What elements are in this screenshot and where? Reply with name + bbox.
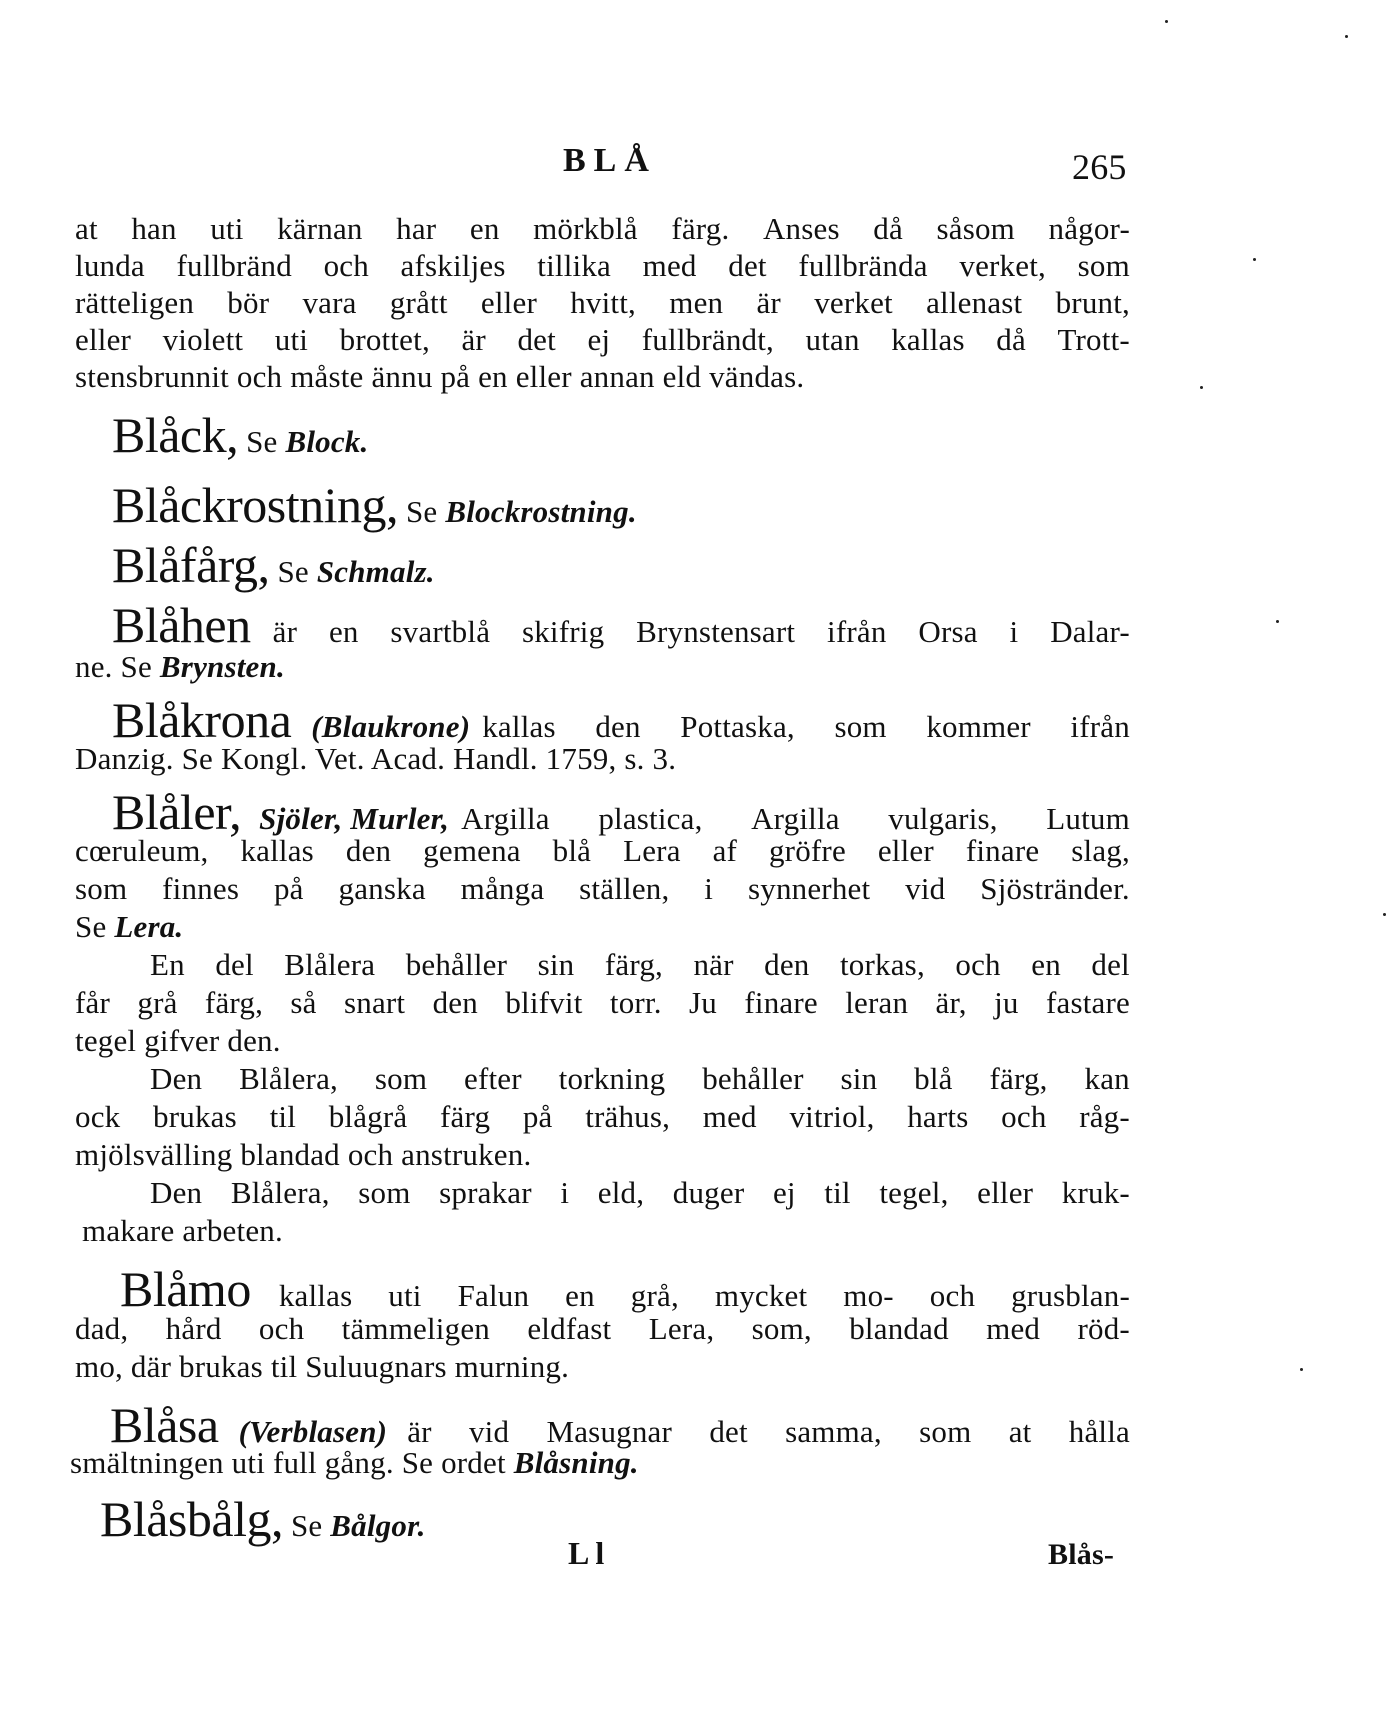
word: Pottaska, bbox=[680, 709, 795, 744]
word: kärnan bbox=[277, 211, 363, 246]
cross-reference: Block. bbox=[285, 424, 369, 459]
word: synnerhet bbox=[747, 871, 871, 906]
print-speck bbox=[1276, 620, 1279, 623]
word: ifrån bbox=[1070, 709, 1130, 744]
headword: Blåhen bbox=[112, 597, 251, 653]
signature-mark: Ll bbox=[568, 1535, 611, 1571]
entry-text: makare arbeten. bbox=[82, 1213, 283, 1248]
word: Blålera bbox=[284, 947, 376, 982]
word: efter bbox=[464, 1061, 522, 1096]
word: lunda bbox=[75, 248, 145, 283]
word: Trott- bbox=[1057, 322, 1130, 357]
word: ställen, bbox=[579, 871, 670, 906]
word: vid bbox=[905, 871, 946, 906]
print-speck bbox=[1345, 35, 1348, 38]
word: blå bbox=[914, 1061, 953, 1096]
word: Sjöstränder. bbox=[980, 871, 1130, 906]
word: och bbox=[323, 248, 369, 283]
word: hård bbox=[165, 1311, 222, 1346]
word: sin bbox=[840, 1061, 878, 1096]
word: blandad bbox=[849, 1311, 949, 1346]
entry-text bbox=[150, 946, 1130, 984]
word: färg, bbox=[604, 947, 663, 982]
word: blågrå bbox=[328, 1099, 408, 1134]
word: fullbrända bbox=[798, 248, 928, 283]
intro-line bbox=[75, 210, 1130, 248]
headword: Blåck, bbox=[112, 407, 239, 463]
entry-text bbox=[75, 832, 1130, 870]
word: som, bbox=[751, 1311, 812, 1346]
word: samma, bbox=[785, 1414, 882, 1449]
word: den bbox=[432, 985, 478, 1020]
word: gemena bbox=[423, 833, 521, 868]
word: kallas bbox=[482, 709, 556, 744]
word: en bbox=[469, 211, 500, 246]
word: finnes bbox=[162, 871, 240, 906]
word: färg bbox=[440, 1099, 491, 1134]
word: grå bbox=[137, 985, 178, 1020]
word: ej bbox=[587, 322, 611, 357]
word: trähus, bbox=[585, 1099, 671, 1134]
entry-text bbox=[150, 1060, 1130, 1098]
word: råg- bbox=[1079, 1099, 1130, 1134]
word: grått bbox=[389, 285, 448, 320]
entry-text bbox=[75, 908, 183, 946]
word: Falun bbox=[457, 1278, 530, 1313]
word: ifrån bbox=[827, 614, 887, 649]
word: det bbox=[709, 1414, 748, 1449]
word: uti bbox=[388, 1278, 422, 1313]
headword: Blåckrostning, bbox=[112, 477, 399, 533]
entry-text bbox=[150, 1174, 1130, 1212]
word: af bbox=[712, 833, 738, 868]
word: del bbox=[1091, 947, 1130, 982]
word: En bbox=[150, 947, 185, 982]
entry-text: ne. Se bbox=[75, 649, 152, 684]
word: blifvit bbox=[505, 985, 583, 1020]
word: brunt, bbox=[1055, 285, 1130, 320]
word: ganska bbox=[338, 871, 426, 906]
entry-blahen-cont bbox=[75, 648, 285, 686]
word: til bbox=[269, 1099, 297, 1134]
entry-text bbox=[75, 1310, 1130, 1348]
word: verket bbox=[814, 285, 893, 320]
entry-text bbox=[75, 870, 1130, 908]
word: vitriol, bbox=[789, 1099, 875, 1134]
see-label: Se bbox=[246, 424, 278, 459]
print-speck bbox=[1253, 258, 1256, 261]
word: vulgaris, bbox=[888, 801, 998, 836]
word: sprakar bbox=[439, 1175, 532, 1210]
word: kommer bbox=[926, 709, 1031, 744]
entry-blaler bbox=[112, 785, 1130, 839]
word: plastica, bbox=[598, 801, 703, 836]
word: gröfre bbox=[768, 833, 846, 868]
word: färg, bbox=[989, 1061, 1048, 1096]
word: mo- bbox=[843, 1278, 894, 1313]
word: blå bbox=[552, 833, 592, 868]
word: hålla bbox=[1068, 1414, 1130, 1449]
word: Anses bbox=[762, 211, 840, 246]
word: med bbox=[986, 1311, 1041, 1346]
headword: Blåfårg, bbox=[112, 537, 270, 593]
word: Den bbox=[150, 1175, 203, 1210]
cross-reference: Lera. bbox=[114, 909, 184, 944]
cross-reference: Bålgor. bbox=[330, 1508, 426, 1543]
word: får bbox=[75, 985, 111, 1020]
word: i bbox=[560, 1175, 570, 1210]
word: med bbox=[642, 248, 697, 283]
intro-line bbox=[75, 284, 1130, 322]
word: eldfast bbox=[527, 1311, 612, 1346]
page-number: 265 bbox=[1072, 147, 1127, 187]
word: finare bbox=[965, 833, 1040, 868]
word: tämmeligen bbox=[341, 1311, 490, 1346]
entry-text: tegel gifver den. bbox=[75, 1023, 281, 1058]
word: och bbox=[1001, 1099, 1047, 1134]
word: brottet, bbox=[339, 322, 430, 357]
word: uti bbox=[274, 322, 309, 357]
entry-text bbox=[273, 613, 1130, 651]
cross-reference: Blockrostning. bbox=[445, 494, 637, 529]
word: uti bbox=[210, 211, 244, 246]
entry-blasa-cont bbox=[70, 1444, 639, 1482]
word: och bbox=[955, 947, 1001, 982]
word: vara bbox=[302, 285, 357, 320]
word: eller bbox=[877, 833, 934, 868]
word: och bbox=[258, 1311, 305, 1346]
word: som bbox=[1077, 248, 1130, 283]
entry-text: smältningen uti full gång. Se ordet bbox=[70, 1445, 506, 1480]
word: slag, bbox=[1071, 833, 1130, 868]
intro-line bbox=[75, 321, 1130, 359]
see-label: Se bbox=[75, 909, 107, 944]
entry-blafarg bbox=[112, 538, 435, 592]
word: fullbrändt, bbox=[641, 322, 774, 357]
word: vid bbox=[468, 1414, 510, 1449]
word: finare bbox=[744, 985, 818, 1020]
alternate-name: (Verblasen) bbox=[238, 1414, 388, 1449]
word: som bbox=[358, 1175, 411, 1210]
word: eller bbox=[480, 285, 537, 320]
word: Orsa bbox=[918, 614, 978, 649]
cross-reference: Blåsning. bbox=[513, 1445, 639, 1480]
word: en bbox=[328, 614, 359, 649]
word: men bbox=[669, 285, 724, 320]
word: afskiljes bbox=[400, 248, 506, 283]
word: behåller bbox=[702, 1061, 804, 1096]
word: del bbox=[215, 947, 254, 982]
print-speck bbox=[1200, 386, 1203, 389]
word: tillika bbox=[537, 248, 612, 283]
word: brukas bbox=[153, 1099, 237, 1134]
see-label: Se bbox=[405, 494, 438, 529]
word: torkning bbox=[558, 1061, 666, 1096]
word: cœruleum, bbox=[75, 833, 209, 868]
word: Blålera, bbox=[230, 1175, 330, 1210]
word: röd- bbox=[1077, 1311, 1130, 1346]
word: grusblan- bbox=[1011, 1278, 1130, 1313]
entry-blamo bbox=[120, 1262, 1130, 1316]
cross-reference: Schmalz. bbox=[316, 554, 435, 589]
word: Den bbox=[150, 1061, 203, 1096]
word: fullbränd bbox=[176, 248, 292, 283]
word: har bbox=[396, 211, 437, 246]
word: at bbox=[1008, 1414, 1032, 1449]
entry-text: mo, där brukas til Suluugnars murning. bbox=[75, 1349, 570, 1384]
word: tegel, bbox=[879, 1175, 949, 1210]
print-speck bbox=[1300, 1368, 1303, 1371]
entry-blackrostning bbox=[112, 478, 637, 532]
word: Lera bbox=[623, 833, 681, 868]
word: eller bbox=[75, 322, 132, 357]
headword: Blåler, bbox=[112, 784, 242, 840]
print-speck bbox=[1165, 20, 1168, 23]
running-head: BLÅ bbox=[563, 142, 657, 179]
word: torkas, bbox=[839, 947, 925, 982]
word: Ju bbox=[689, 985, 718, 1020]
print-speck bbox=[1383, 913, 1386, 916]
word: Lera, bbox=[648, 1311, 715, 1346]
word: Dalar- bbox=[1050, 614, 1130, 649]
word: den bbox=[345, 833, 392, 868]
word: är bbox=[272, 614, 298, 649]
word: är, bbox=[935, 985, 967, 1020]
word: då bbox=[996, 322, 1026, 357]
word: duger bbox=[672, 1175, 745, 1210]
word: leran bbox=[845, 985, 909, 1020]
word: den bbox=[595, 709, 641, 744]
headword: Blåmo bbox=[120, 1261, 251, 1317]
word: som bbox=[834, 709, 887, 744]
word: då bbox=[873, 211, 903, 246]
word: är bbox=[756, 285, 781, 320]
word: är bbox=[407, 1414, 432, 1449]
word: det bbox=[728, 248, 767, 283]
headword: Blåkrona bbox=[112, 692, 292, 748]
word: på bbox=[522, 1099, 553, 1134]
word: med bbox=[702, 1099, 757, 1134]
word: kallas bbox=[278, 1278, 353, 1313]
word: ock bbox=[75, 1099, 121, 1134]
word: Lutum bbox=[1046, 801, 1130, 836]
word: verket, bbox=[959, 248, 1046, 283]
word: han bbox=[131, 211, 177, 246]
word: dad, bbox=[75, 1311, 129, 1346]
word: til bbox=[824, 1175, 851, 1210]
word: ej bbox=[772, 1175, 796, 1210]
word: harts bbox=[907, 1099, 969, 1134]
word: den bbox=[764, 947, 810, 982]
word: färg, bbox=[204, 985, 264, 1020]
word: skifrig bbox=[521, 614, 605, 649]
entry-black bbox=[112, 408, 368, 462]
word: mycket bbox=[714, 1278, 808, 1313]
entry-text: mjölsvälling blandad och anstruken. bbox=[75, 1137, 532, 1172]
word: i bbox=[1009, 614, 1019, 649]
see-label: Se bbox=[277, 554, 309, 589]
word: Argilla bbox=[751, 801, 840, 836]
word: på bbox=[273, 871, 304, 906]
word: kan bbox=[1084, 1061, 1130, 1096]
entry-text bbox=[75, 984, 1130, 1022]
word: ju bbox=[994, 985, 1019, 1020]
word: färg. bbox=[671, 211, 730, 246]
word: Brynstensart bbox=[636, 614, 796, 649]
word: violett bbox=[162, 322, 244, 357]
intro-line bbox=[75, 247, 1130, 285]
word: i bbox=[704, 871, 714, 906]
word: snart bbox=[343, 985, 406, 1020]
word: sin bbox=[537, 947, 575, 982]
word: kallas bbox=[891, 322, 965, 357]
synonyms: Sjöler, Murler, bbox=[259, 801, 450, 836]
word: när bbox=[693, 947, 734, 982]
word: utan bbox=[805, 322, 860, 357]
entry-blasbalg bbox=[100, 1492, 426, 1546]
cross-reference: Brynsten. bbox=[159, 649, 285, 684]
entry-blahen bbox=[112, 598, 1130, 652]
word: hvitt, bbox=[570, 285, 637, 320]
see-label: Se bbox=[290, 1508, 323, 1543]
catchword: Blås- bbox=[1048, 1538, 1115, 1571]
intro-line: stensbrunnit och måste ännu på en eller annan eld vändas. bbox=[75, 359, 805, 394]
word: mörkblå bbox=[533, 211, 638, 246]
word: fastare bbox=[1045, 985, 1130, 1020]
word: at bbox=[75, 211, 98, 246]
word: Blålera, bbox=[239, 1061, 338, 1096]
word: en bbox=[1031, 947, 1061, 982]
word: är bbox=[461, 322, 486, 357]
word: så bbox=[290, 985, 317, 1020]
word: många bbox=[460, 871, 545, 906]
word: kallas bbox=[240, 833, 314, 868]
headword: Blåsa bbox=[110, 1397, 219, 1453]
word: bör bbox=[227, 285, 270, 320]
word: rätteligen bbox=[75, 285, 195, 320]
word: behåller bbox=[405, 947, 508, 982]
word: som bbox=[919, 1414, 972, 1449]
entry-text bbox=[75, 1098, 1130, 1136]
word: allenast bbox=[926, 285, 1023, 320]
word: det bbox=[517, 322, 556, 357]
word: kruk- bbox=[1061, 1175, 1130, 1210]
word: som bbox=[374, 1061, 428, 1096]
word: eller bbox=[977, 1175, 1034, 1210]
alternate-name: (Blaukrone) bbox=[311, 709, 471, 744]
word: eld, bbox=[597, 1175, 645, 1210]
word: någor- bbox=[1048, 211, 1130, 246]
word: och bbox=[929, 1278, 976, 1313]
word: såsom bbox=[936, 211, 1015, 246]
word: Masugnar bbox=[546, 1414, 673, 1449]
entry-text: Danzig. Se Kongl. Vet. Acad. Handl. 1759, s. 3. bbox=[75, 741, 677, 776]
word: en bbox=[565, 1278, 595, 1313]
word: torr. bbox=[609, 985, 662, 1020]
word: Argilla bbox=[461, 801, 550, 836]
word: grå, bbox=[630, 1278, 679, 1313]
word: svartblå bbox=[390, 614, 491, 649]
headword: Blåsbålg, bbox=[100, 1491, 283, 1547]
word: som bbox=[75, 871, 128, 906]
entry-blakrona bbox=[112, 693, 1130, 747]
